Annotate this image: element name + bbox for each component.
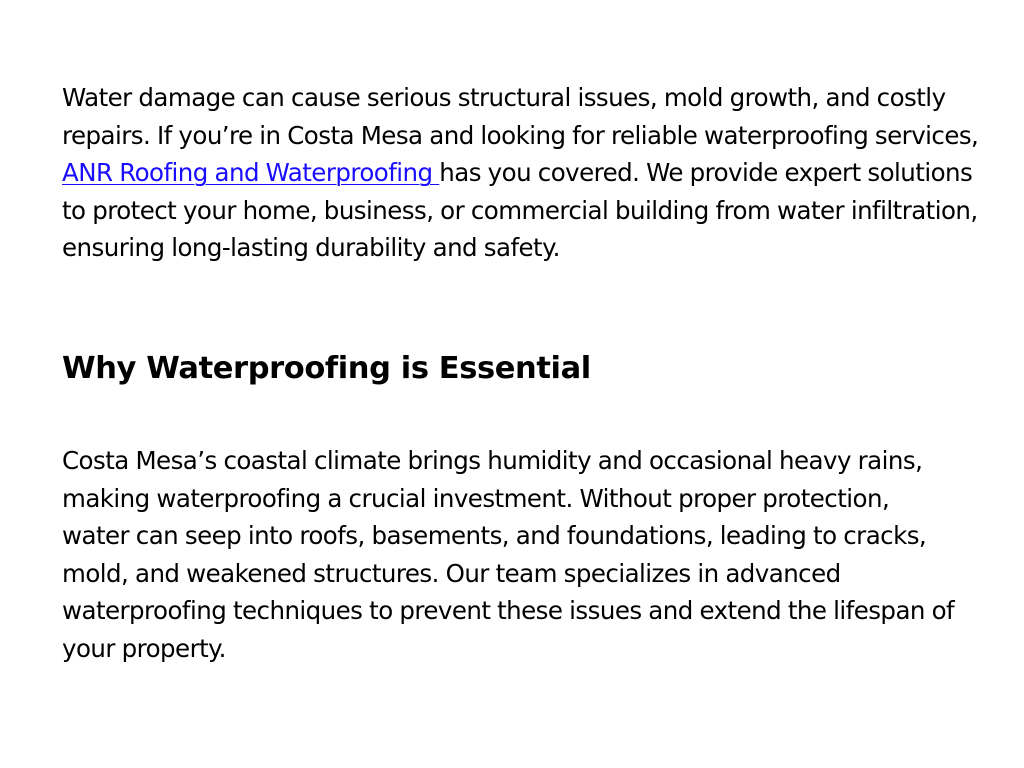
intro-text-before-link: Water damage can cause serious structural issues, mold growth, and costly repairs. If you’re in Costa Mesa and looking for reliable waterproofing services, xyxy=(62,83,979,150)
section-body-paragraph: Costa Mesa’s coastal climate brings humidity and occasional heavy rains, making waterproofing a crucial investment. Without proper protection, water can seep into roofs, basements, and foundations, leading to cracks, mold, and weakened structures. Our team specializes in advanced waterproofing techniques to prevent these issues and extend the lifespan of your property. xyxy=(62,446,955,663)
section-heading: Why Waterproofing is Essential xyxy=(62,351,591,386)
article xyxy=(62,79,992,663)
intro-paragraph xyxy=(62,79,992,267)
anr-roofing-link[interactable]: ANR Roofing and Waterproofing xyxy=(62,158,440,188)
intro-text-after-link: has you covered. We provide expert solutions to protect your home, business, or commercial building from water infiltration, ensuring long-lasting durability and safety. xyxy=(62,158,978,263)
